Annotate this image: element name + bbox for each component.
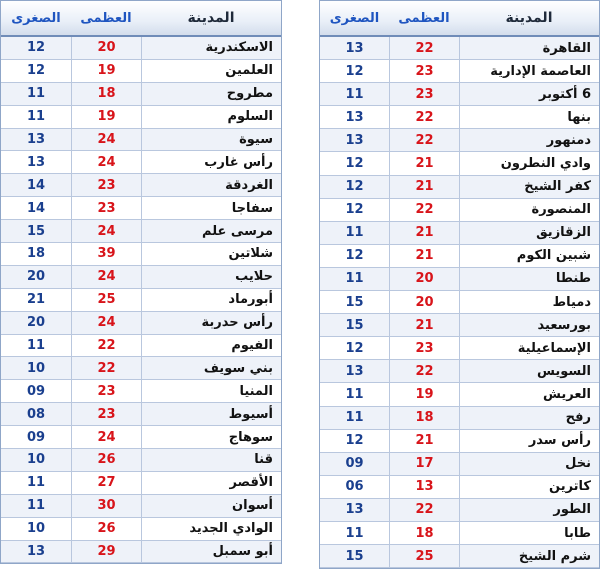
max-temp-cell: 26 <box>71 518 141 540</box>
table-row <box>320 176 599 199</box>
table-body <box>320 37 599 568</box>
city-cell: سوهاج <box>141 426 281 448</box>
city-cell: رأس حدربة <box>141 312 281 334</box>
city-cell: العلمين <box>141 60 281 82</box>
min-temp-cell: 15 <box>345 548 364 564</box>
max-temp-cell: 17 <box>389 453 459 475</box>
min-temp-cell: 12 <box>26 40 46 56</box>
max-temp-cell: 24 <box>71 220 141 242</box>
min-temp-cell: 13 <box>26 154 46 170</box>
table-row <box>1 37 281 60</box>
max-temp-cell: 24 <box>71 129 141 151</box>
max-temp-cell: 18 <box>389 522 459 544</box>
max-temp-cell: 39 <box>71 243 141 265</box>
city-cell: 6 أكتوبر <box>459 83 599 105</box>
city-cell: قنا <box>141 449 281 471</box>
min-temp-cell: 11 <box>26 86 46 102</box>
max-temp-cell: 21 <box>389 222 459 244</box>
min-temp-cell: 11 <box>345 410 364 426</box>
header-max: العظمى <box>80 10 132 26</box>
city-cell: كاترين <box>459 476 599 498</box>
table-row <box>320 499 599 522</box>
min-temp-cell: 08 <box>26 406 46 422</box>
table-row <box>320 360 599 383</box>
table-row <box>320 291 599 314</box>
max-temp-cell: 20 <box>71 37 141 59</box>
min-temp-cell: 09 <box>345 456 364 472</box>
max-temp-cell: 24 <box>71 266 141 288</box>
max-temp-cell: 26 <box>71 449 141 471</box>
min-temp-cell: 12 <box>345 156 364 172</box>
min-temp-cell: 12 <box>345 63 364 79</box>
min-temp-cell: 11 <box>345 271 364 287</box>
table-row <box>1 541 281 564</box>
table-row <box>1 243 281 266</box>
table-row <box>320 222 599 245</box>
city-cell: العريش <box>459 383 599 405</box>
table-row <box>1 289 281 312</box>
min-temp-cell: 13 <box>345 109 364 125</box>
city-cell: الفيوم <box>141 335 281 357</box>
max-temp-cell: 21 <box>389 430 459 452</box>
max-temp-cell: 27 <box>71 472 141 494</box>
left-temperature-table <box>0 0 282 564</box>
min-temp-cell: 10 <box>26 360 46 376</box>
city-cell: طابا <box>459 522 599 544</box>
min-temp-cell: 12 <box>345 179 364 195</box>
min-temp-cell: 20 <box>26 315 46 331</box>
min-temp-cell: 21 <box>26 292 46 308</box>
table-row <box>1 197 281 220</box>
table-row <box>1 380 281 403</box>
city-cell: أبو سمبل <box>141 541 281 563</box>
city-cell: العاصمة الإدارية <box>459 60 599 82</box>
city-cell: السلوم <box>141 106 281 128</box>
table-row <box>320 245 599 268</box>
min-temp-cell: 11 <box>26 498 46 514</box>
max-temp-cell: 25 <box>389 545 459 567</box>
max-temp-cell: 21 <box>389 245 459 267</box>
table-row <box>1 403 281 426</box>
table-row <box>320 106 599 129</box>
min-temp-cell: 13 <box>345 502 364 518</box>
max-temp-cell: 18 <box>71 83 141 105</box>
max-temp-cell: 22 <box>389 360 459 382</box>
header-city: المدينة <box>187 10 235 26</box>
table-row <box>320 476 599 499</box>
city-cell: مطروح <box>141 83 281 105</box>
table-row <box>320 383 599 406</box>
min-temp-cell: 11 <box>345 225 364 241</box>
table-row <box>320 430 599 453</box>
table-row <box>320 83 599 106</box>
min-temp-cell: 09 <box>26 383 46 399</box>
max-temp-cell: 25 <box>71 289 141 311</box>
table-row <box>1 83 281 106</box>
min-temp-cell: 06 <box>345 479 364 495</box>
table-row <box>1 266 281 289</box>
city-cell: رفح <box>459 407 599 429</box>
table-row <box>1 518 281 541</box>
max-temp-cell: 19 <box>71 106 141 128</box>
min-temp-cell: 13 <box>345 132 364 148</box>
table-row <box>320 522 599 545</box>
min-temp-cell: 12 <box>345 433 364 449</box>
city-cell: شرم الشيخ <box>459 545 599 567</box>
city-cell: بورسعيد <box>459 314 599 336</box>
city-cell: شبين الكوم <box>459 245 599 267</box>
table-row <box>320 453 599 476</box>
table-header <box>320 1 599 37</box>
city-cell: بني سويف <box>141 357 281 379</box>
city-cell: أسيوط <box>141 403 281 425</box>
city-cell: وادي النطرون <box>459 152 599 174</box>
max-temp-cell: 21 <box>389 152 459 174</box>
city-cell: دمياط <box>459 291 599 313</box>
min-temp-cell: 13 <box>26 132 46 147</box>
max-temp-cell: 23 <box>71 174 141 196</box>
min-temp-cell: 11 <box>26 338 46 354</box>
table-row <box>1 174 281 197</box>
min-temp-cell: 11 <box>345 386 364 402</box>
max-temp-cell: 23 <box>389 83 459 105</box>
min-temp-cell: 12 <box>26 63 46 79</box>
table-row <box>1 312 281 335</box>
max-temp-cell: 18 <box>389 407 459 429</box>
header-min: الصغرى <box>11 10 61 26</box>
city-cell: طنطا <box>459 268 599 290</box>
table-row <box>1 60 281 83</box>
max-temp-cell: 20 <box>389 268 459 290</box>
table-row <box>1 106 281 129</box>
table-row <box>1 129 281 152</box>
max-temp-cell: 22 <box>389 199 459 221</box>
city-cell: رأس سدر <box>459 430 599 452</box>
table-header <box>1 1 281 37</box>
city-cell: نخل <box>459 453 599 475</box>
city-cell: دمنهور <box>459 129 599 151</box>
city-cell: شلاتين <box>141 243 281 265</box>
table-row <box>320 60 599 83</box>
min-temp-cell: 12 <box>345 202 364 218</box>
table-body <box>1 37 281 563</box>
table-row <box>320 407 599 430</box>
max-temp-cell: 30 <box>71 495 141 517</box>
max-temp-cell: 23 <box>71 380 141 402</box>
min-temp-cell: 10 <box>26 452 46 468</box>
table-row <box>1 357 281 380</box>
table-row <box>320 314 599 337</box>
max-temp-cell: 20 <box>389 291 459 313</box>
city-cell: سفاجا <box>141 197 281 219</box>
city-cell: سيوة <box>141 129 281 151</box>
max-temp-cell: 22 <box>389 106 459 128</box>
city-cell: أبورماد <box>141 289 281 311</box>
max-temp-cell: 24 <box>71 151 141 173</box>
max-temp-cell: 22 <box>71 357 141 379</box>
min-temp-cell: 09 <box>26 429 46 445</box>
min-temp-cell: 10 <box>26 521 46 537</box>
max-temp-cell: 19 <box>71 60 141 82</box>
max-temp-cell: 21 <box>389 314 459 336</box>
city-cell: الزقازيق <box>459 222 599 244</box>
min-temp-cell: 15 <box>26 223 46 239</box>
city-cell: الوادي الجديد <box>141 518 281 540</box>
table-row <box>1 335 281 358</box>
city-cell: أسوان <box>141 495 281 517</box>
city-cell: الطور <box>459 499 599 521</box>
city-cell: الغردقة <box>141 174 281 196</box>
city-cell: بنها <box>459 106 599 128</box>
city-cell: حلايب <box>141 266 281 288</box>
max-temp-cell: 29 <box>71 541 141 563</box>
table-row <box>320 199 599 222</box>
city-cell: رأس غارب <box>141 151 281 173</box>
min-temp-cell: 11 <box>345 525 364 541</box>
city-cell: السويس <box>459 360 599 382</box>
max-temp-cell: 22 <box>389 129 459 151</box>
max-temp-cell: 23 <box>71 403 141 425</box>
city-cell: المنصورة <box>459 199 599 221</box>
city-cell: مرسى علم <box>141 220 281 242</box>
min-temp-cell: 14 <box>26 200 46 216</box>
max-temp-cell: 22 <box>389 37 459 59</box>
table-row <box>1 472 281 495</box>
min-temp-cell: 13 <box>345 40 364 56</box>
max-temp-cell: 23 <box>71 197 141 219</box>
city-cell: الإسماعيلية <box>459 337 599 359</box>
max-temp-cell: 22 <box>71 335 141 357</box>
min-temp-cell: 20 <box>26 269 46 285</box>
table-row <box>320 37 599 60</box>
max-temp-cell: 24 <box>71 312 141 334</box>
city-cell: المنيا <box>141 380 281 402</box>
right-temperature-table <box>319 0 600 569</box>
min-temp-cell: 15 <box>345 294 364 310</box>
city-cell: القاهرة <box>459 37 599 59</box>
min-temp-cell: 15 <box>345 317 364 333</box>
table-row <box>320 545 599 568</box>
table-row <box>1 495 281 518</box>
table-row <box>1 220 281 243</box>
table-row <box>1 426 281 449</box>
max-temp-cell: 23 <box>389 60 459 82</box>
min-temp-cell: 14 <box>26 177 46 193</box>
min-temp-cell: 12 <box>345 248 364 264</box>
header-max: العظمى <box>398 10 450 26</box>
header-min: الصغرى <box>329 10 380 26</box>
max-temp-cell: 13 <box>389 476 459 498</box>
min-temp-cell: 13 <box>26 544 46 560</box>
max-temp-cell: 24 <box>71 426 141 448</box>
table-row <box>1 151 281 174</box>
table-row <box>320 129 599 152</box>
table-row <box>1 449 281 472</box>
min-temp-cell: 18 <box>26 246 46 262</box>
city-cell: الاسكندرية <box>141 37 281 59</box>
max-temp-cell: 23 <box>389 337 459 359</box>
max-temp-cell: 19 <box>389 383 459 405</box>
max-temp-cell: 22 <box>389 499 459 521</box>
max-temp-cell: 21 <box>389 176 459 198</box>
min-temp-cell: 13 <box>345 363 364 379</box>
min-temp-cell: 11 <box>26 475 46 491</box>
table-row <box>320 152 599 175</box>
city-cell: كفر الشيخ <box>459 176 599 198</box>
min-temp-cell: 11 <box>26 109 46 125</box>
min-temp-cell: 11 <box>345 86 364 102</box>
city-cell: الأقصر <box>141 472 281 494</box>
table-row <box>320 337 599 360</box>
min-temp-cell: 12 <box>345 340 364 356</box>
table-row <box>320 268 599 291</box>
header-city: المدينة <box>505 10 553 26</box>
